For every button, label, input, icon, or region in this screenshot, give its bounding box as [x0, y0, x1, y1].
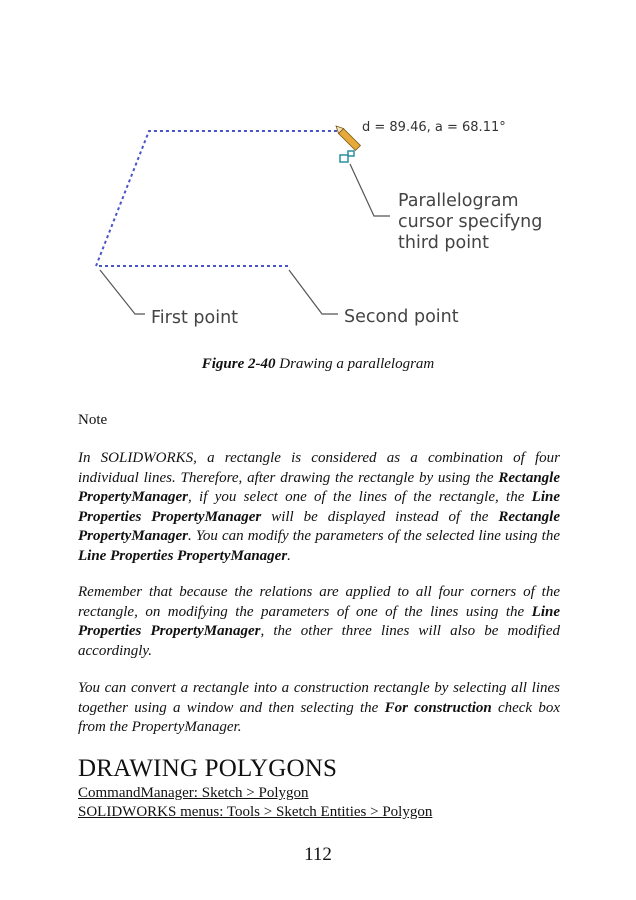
paragraph-text: check box from the PropertyManager. — [78, 699, 560, 735]
bold-term: For construction — [384, 699, 492, 716]
bold-term: Line Properties PropertyManager — [78, 547, 288, 564]
figure-caption-text: Drawing a parallelogram — [275, 356, 435, 372]
paragraph-text: In SOLIDWORKS, a rectangle is considered as a combination of four individual lines. Therefore, after drawing the rectangle by using the — [78, 450, 560, 486]
note-heading: Note — [78, 412, 108, 428]
first-point-label: First point — [151, 308, 239, 328]
paragraph-text: . You can modify the parameters of the selected line using the — [188, 528, 560, 544]
section-title: DRAWING POLYGONS — [78, 755, 338, 782]
cursor-leader — [350, 164, 390, 216]
figure-caption-label: Figure 2-40 — [201, 356, 276, 372]
paragraph-text: Remember that because the relations are applied to all four corners of the rectangle, on modifying the parameters of one of the lines using the — [78, 584, 560, 620]
dimension-readout: d = 89.46, a = 68.11° — [362, 120, 506, 135]
paragraph-text: , if you select one of the lines of the rectangle, the — [188, 489, 532, 505]
pencil-icon — [334, 124, 361, 151]
parallelogram-figure — [60, 100, 580, 340]
paragraph-construction — [78, 679, 560, 738]
cursor-callout-line-1: Parallelogram — [398, 191, 519, 211]
paragraph-text: , the other three lines will also be modified accordingly. — [78, 623, 560, 659]
paragraph-rectangle-lines — [78, 449, 560, 566]
bold-term: Rectangle PropertyManager — [78, 508, 560, 544]
paragraph-relations — [78, 583, 560, 661]
command-manager-path: CommandManager: Sketch > Polygon — [78, 785, 309, 801]
first-point-leader — [100, 270, 145, 314]
figure-caption — [0, 356, 636, 373]
bold-term: Rectangle PropertyManager — [78, 469, 560, 505]
parallelogram-outline — [96, 131, 338, 266]
point-marker-icon — [340, 151, 354, 162]
solidworks-menus-path: SOLIDWORKS menus: Tools > Sketch Entities > Polygon — [78, 804, 433, 820]
cursor-callout-line-3: third point — [398, 233, 490, 253]
page-number: 112 — [304, 844, 332, 865]
paragraph-text: . — [287, 547, 291, 564]
second-point-leader — [289, 270, 338, 314]
bold-term: Line Properties PropertyManager — [78, 489, 560, 525]
bold-term: Line Properties PropertyManager — [78, 603, 560, 639]
paragraph-text: You can convert a rectangle into a construction rectangle by selecting all lines together using a window and then selecting the — [78, 680, 560, 716]
second-point-label: Second point — [344, 307, 459, 327]
paragraph-text: will be displayed instead of the — [261, 508, 499, 525]
cursor-callout-line-2: cursor specifyng — [398, 212, 543, 232]
